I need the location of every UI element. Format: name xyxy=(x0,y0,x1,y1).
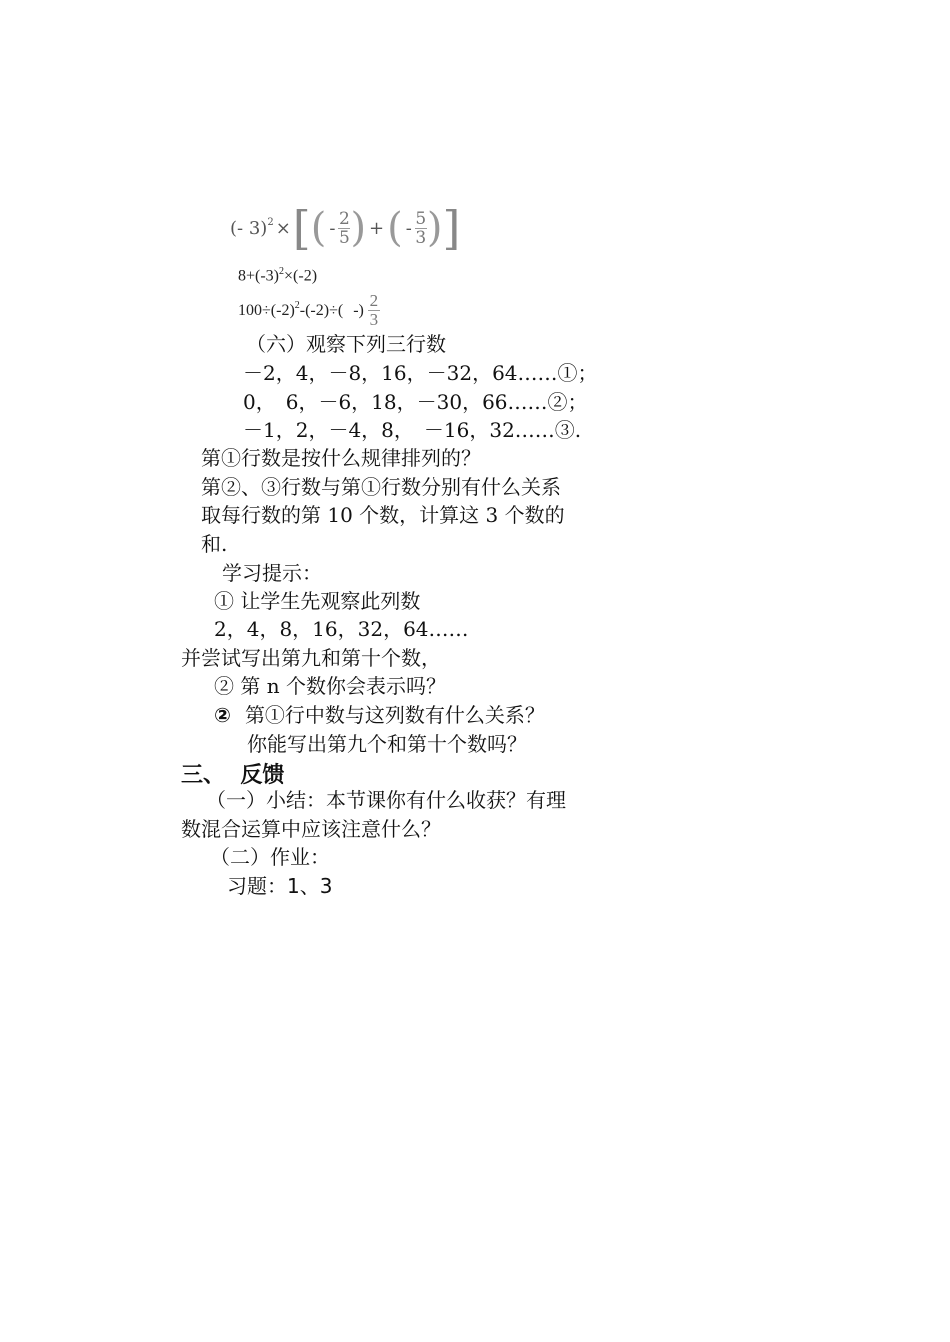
exercise-label: 习题： xyxy=(227,874,287,898)
homework-label: （二）作业： xyxy=(210,845,330,869)
exercise-value: 1、3 xyxy=(287,874,333,898)
formula-2-prefix: 8+(-3) xyxy=(238,267,280,285)
formula-1-left-paren: ( xyxy=(310,205,327,251)
formula-1-den1: 5 xyxy=(339,227,350,248)
formula-1-neg2: - xyxy=(405,217,412,239)
hint-3 xyxy=(214,701,545,729)
formula-1-exponent: 2 xyxy=(267,216,274,228)
formula-1-fraction-2 xyxy=(415,210,427,247)
hint-3-marker: ② xyxy=(214,703,231,727)
formula-1-num2: 5 xyxy=(415,208,427,229)
formula-1-neg1: - xyxy=(329,217,336,239)
formula-1-times: × xyxy=(275,217,291,239)
formula-1-right-paren-2: ) xyxy=(426,205,443,251)
hint-1-continued: 并尝试写出第九和第十个数， xyxy=(181,646,441,670)
sequence-row-1: －2，4，－8，16，－32，64……①； xyxy=(243,361,598,385)
formula-3-den: 3 xyxy=(369,310,379,329)
section-6-title: （六）观察下列三行数 xyxy=(246,332,446,356)
formula-1-fraction-1 xyxy=(338,210,350,247)
formula-2-suffix: ×(-2) xyxy=(284,267,318,285)
formula-1-right-paren: ) xyxy=(350,205,367,251)
formula-1 xyxy=(230,200,460,256)
formula-3-minus: -) xyxy=(353,301,364,319)
hint-2: ② 第 n 个数你会表示吗？ xyxy=(214,674,446,698)
formula-3-mid: -(-2)÷( xyxy=(299,301,344,319)
formula-3-prefix: 100÷(-2) xyxy=(238,301,295,319)
hint-1: ① 让学生先观察此列数 xyxy=(214,589,421,613)
question-1: 第①行数是按什么规律排列的？ xyxy=(201,446,481,470)
section-3-heading: 三、 反馈 xyxy=(181,763,285,788)
formula-1-open-bracket: [ xyxy=(292,201,311,255)
formula-3-fraction xyxy=(368,292,380,329)
formula-2-exponent: 2 xyxy=(279,266,285,277)
question-3-line-1: 取每行数的第 10 个数，计算这 3 个数的 xyxy=(201,503,565,527)
hint-3-text: 第①行中数与这列数有什么关系？ xyxy=(244,703,545,727)
formula-1-den2: 3 xyxy=(415,227,427,248)
hint-3-continued: 你能写出第九个和第十个数吗？ xyxy=(247,732,527,756)
formula-3-exponent: 2 xyxy=(294,300,300,311)
hint-sequence: 2，4，8，16，32，64…… xyxy=(214,617,469,641)
hints-title: 学习提示： xyxy=(222,561,322,585)
question-3-line-2: 和. xyxy=(201,532,228,556)
formula-1-left-paren-2: ( xyxy=(387,205,403,251)
formula-1-num1: 2 xyxy=(339,208,350,229)
formula-3 xyxy=(238,292,380,329)
summary-line-2: 数混合运算中应该注意什么？ xyxy=(181,817,441,841)
formula-1-plus: + xyxy=(369,217,385,239)
formula-3-num: 2 xyxy=(369,291,379,310)
formula-1-close-bracket: ] xyxy=(442,201,461,255)
sequence-row-3: －1，2，－4，8， －16，32……③. xyxy=(243,418,582,442)
exercise-line xyxy=(227,872,332,900)
question-2: 第②、③行数与第①行数分别有什么关系 xyxy=(201,475,561,499)
formula-1-base: (- 3) xyxy=(230,217,268,239)
summary-line-1: （一）小结：本节课你有什么收获？有理 xyxy=(206,788,566,812)
sequence-row-2: 0， 6，－6，18，－30，66……②； xyxy=(243,390,588,414)
formula-2 xyxy=(238,266,317,285)
